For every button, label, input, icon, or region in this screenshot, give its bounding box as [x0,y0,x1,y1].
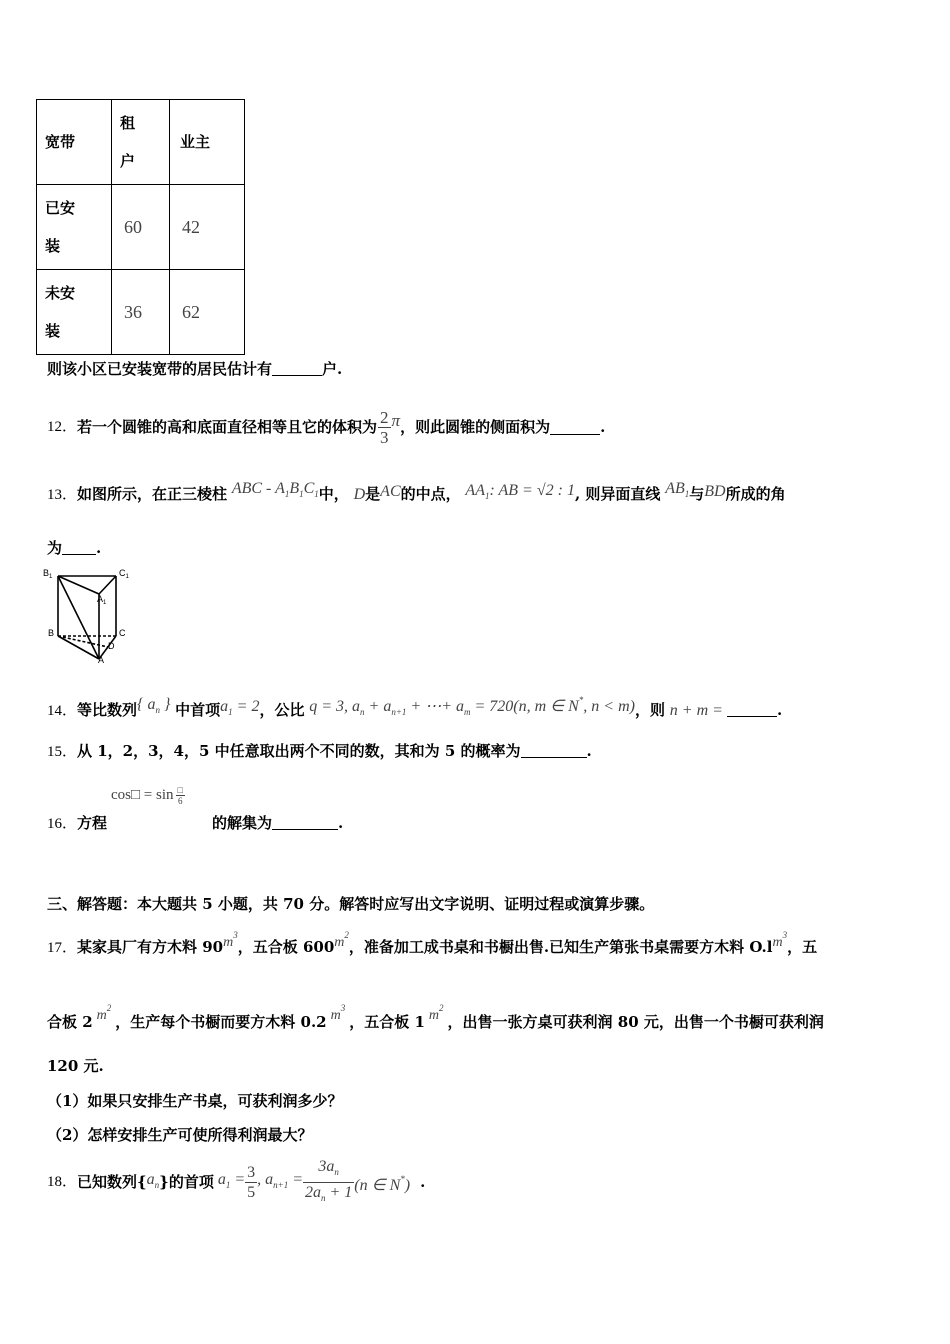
q15-end: . [586,742,592,760]
expr-part: + a [364,698,392,715]
subscript: 1 [484,491,490,501]
q11-text: 则该小区已安装宽带的居民估计有 [47,360,273,378]
header-cell-owner [170,100,245,185]
ratio-part: √2 [536,482,554,499]
q13-text: 的中点， [400,485,461,503]
question-number: 15． [47,744,78,760]
answer-blank [62,540,96,555]
sequence-symbol: { $a_n$ } [137,696,171,715]
question-number: 18． [47,1174,78,1190]
term-part: a [220,698,229,715]
frac-denominator: 6 [178,796,183,806]
edge-c1a1 [99,576,116,594]
frac-denominator: 5 [247,1183,256,1201]
expr-part: q = 3, a [309,698,361,715]
q17-text: ，五合板 600 [237,938,335,956]
q17-text: ，五 [787,938,818,956]
expr-part: , n < m) [583,698,635,715]
n-plus-m: n + m = [669,702,727,719]
cell-value: 60 [124,216,142,237]
q17-text: ，五合板 1 [349,1013,425,1031]
subscript: 1 [284,489,290,499]
section-heading: 三、解答题：本大题共 5 小题，共 70 分。解答时应写出文字说明、证明过程或演算步骤。 [47,895,655,913]
header-text: 业主 [180,133,211,151]
q17-text: ，生产每个书橱而要方木料 0.2 [115,1013,327,1031]
answer-blank [550,420,600,435]
q11-end: 户. [322,360,343,378]
question-number: 17． [47,940,78,956]
frac-denominator: 3 [380,427,389,447]
question-12 [47,405,605,449]
q17-text: 某家具厂有方木料 90 [77,938,224,956]
label-d: D [108,641,115,651]
q16-text: 方程 [77,814,108,832]
label-a1: $A_1$ [97,594,107,606]
label-c1: $C_1$ [119,568,129,580]
frac-numerator: □ [177,785,183,795]
subscript: n [360,707,365,717]
recurrence-fraction [303,1157,354,1208]
pi-symbol: π [391,411,401,430]
header-text: 户 [120,152,136,170]
answer-blank [272,815,338,830]
fraction-3-5 [245,1163,257,1202]
q17-part1: （1）如果只安排生产书桌，可获利润多少？ [47,1092,343,1110]
q13-line2 [47,538,101,558]
frac-denominator: $2a_n + 1$ [305,1183,353,1203]
row-label: 未安 [45,284,76,302]
question-14 [47,694,782,726]
subscript: n [155,705,160,715]
broadband-table [36,99,245,355]
q13-text: 为 [47,539,63,557]
q14-text: 中首项 [175,701,221,719]
condition: (n ∈ N*) [354,1173,411,1194]
seq-a: a [147,696,156,713]
q18-text: }的首项 [159,1173,214,1191]
q11-tail [47,359,342,379]
prism-label [232,480,319,497]
q16-end: . [338,814,344,832]
row-label-cell [37,270,112,355]
subscript: 1 [299,489,304,499]
subscript: 1 [228,707,233,717]
prism-figure [40,566,140,666]
segment-ab1 [665,480,689,497]
q18-text: 已知数列{ [77,1173,147,1191]
first-term: $a_1$ = [217,1170,246,1190]
q14-text: ，公比 [259,701,305,719]
subscript: 1 [684,489,690,499]
q13-text: 如图所示，在正三棱柱 [77,485,228,503]
q17-text: 合板 2 [47,1013,93,1031]
segment-ac: AC [380,483,401,500]
prism-part: C [303,480,315,497]
subscript: m [464,707,471,717]
q17-line3: 120 元. [47,1057,104,1075]
answer-blank [727,702,777,717]
table-row [37,270,245,355]
header-text: 租 [120,114,136,132]
label-a: A [98,655,105,665]
question-13 [47,480,786,510]
row-label-cell [37,185,112,270]
header-cell-broadband [37,100,112,185]
q12-end: . [600,418,606,436]
header-cell-tenant [112,100,170,185]
sum-expression [309,695,635,717]
subscript: n+1 [391,707,407,717]
row-label: 已安 [45,199,76,217]
question-number: 16． [47,816,78,832]
q13-text: 是 [365,485,381,503]
cell-value: 42 [182,216,200,237]
ratio-expr [465,482,575,499]
unit-m3: $m^3$ [223,930,238,950]
unit-m3: $m^3$ [772,930,788,950]
q13-text: , 则异面直线 [574,485,661,503]
expr-part: + ⋯+ a [406,698,464,715]
q12-text: ，则此圆锥的侧面积为 [400,418,551,436]
answer-blank [521,743,587,758]
frac-numerator: $3a_n$ [303,1157,354,1183]
label-b: B [48,628,55,638]
subscript: 1 [314,489,319,499]
unit-m2: $m^2$ [96,1003,112,1023]
q14-text: 等比数列 [77,701,138,719]
q13-text: 所成的角 [725,485,786,503]
q12-text: 若一个圆锥的高和底面直径相等且它的体积为 [77,418,378,436]
question-18 [47,1157,425,1207]
q16-text: 的解集为 [212,814,273,832]
q14-text: ，则 [634,701,665,719]
recurrence-lhs: , $a_{n+1}$ = [257,1170,303,1190]
question-15 [47,741,592,762]
point-d: D [353,486,366,503]
segment-bd: BD [704,483,726,500]
superscript: * [578,695,584,705]
unit-m2: $m^2$ [428,1003,444,1023]
question-16 [47,813,343,834]
row-label: 装 [45,237,61,255]
row-label: 装 [45,322,61,340]
label-c: C [119,628,126,638]
q14-end: . [776,701,783,719]
q13-end: . [96,539,102,557]
cell-value: 36 [124,301,142,322]
q17-text: ，出售一张方桌可获利润 80 元，出售一个书橱可获利润 [447,1013,824,1031]
segment-part: AB [665,480,685,497]
answer-blank [272,361,322,376]
q15-text: 从 1，2，3，4，5 中任意取出两个不同的数，其和为 5 的概率为 [77,742,521,760]
equation-fraction [176,785,185,806]
frac-numerator: 2 [380,407,389,427]
question-number: 12． [47,419,78,435]
edge-b1a [58,576,99,659]
q17-part2: （2）怎样安排生产可使所得利润最大？ [47,1126,313,1144]
unit-m2: $m^2$ [334,930,349,950]
ratio-part: : AB = [489,482,537,499]
expr-part: (n, m ∈ N [513,698,579,715]
q13-text: 与 [689,485,705,503]
equation-text: cos□ = sin [111,787,174,803]
term-part: = 2 [232,698,260,715]
label-b1: $B_1$ [43,568,53,580]
prism-part: B [289,480,300,497]
q16-equation [111,785,185,806]
first-term [220,698,259,715]
ratio-part: AA [465,482,485,499]
frac-numerator: 3 [247,1163,256,1181]
ratio-part: : 1 [553,482,575,499]
edge-b1a1 [58,576,99,594]
edge-bd [58,636,108,647]
unit-m3: $m^3$ [330,1003,346,1023]
cell-value: 62 [182,301,200,322]
question-17 [47,931,817,959]
table-row [37,185,245,270]
question-number: 13． [47,487,78,503]
question-number: 14． [47,703,78,719]
expr-part: = 720 [470,698,514,715]
q17-line2 [47,1003,824,1034]
header-text: 宽带 [45,133,76,151]
q18-end: . [420,1173,426,1191]
prism-part: ABC - A [231,480,285,497]
q13-text: 中， [318,485,349,503]
q17-text: ，准备加工成书桌和书橱出售.已知生产第张书桌需要方木料 O.l [348,938,773,956]
volume-fraction [378,408,391,447]
seq-symbol: $a_n$ [146,1170,160,1190]
